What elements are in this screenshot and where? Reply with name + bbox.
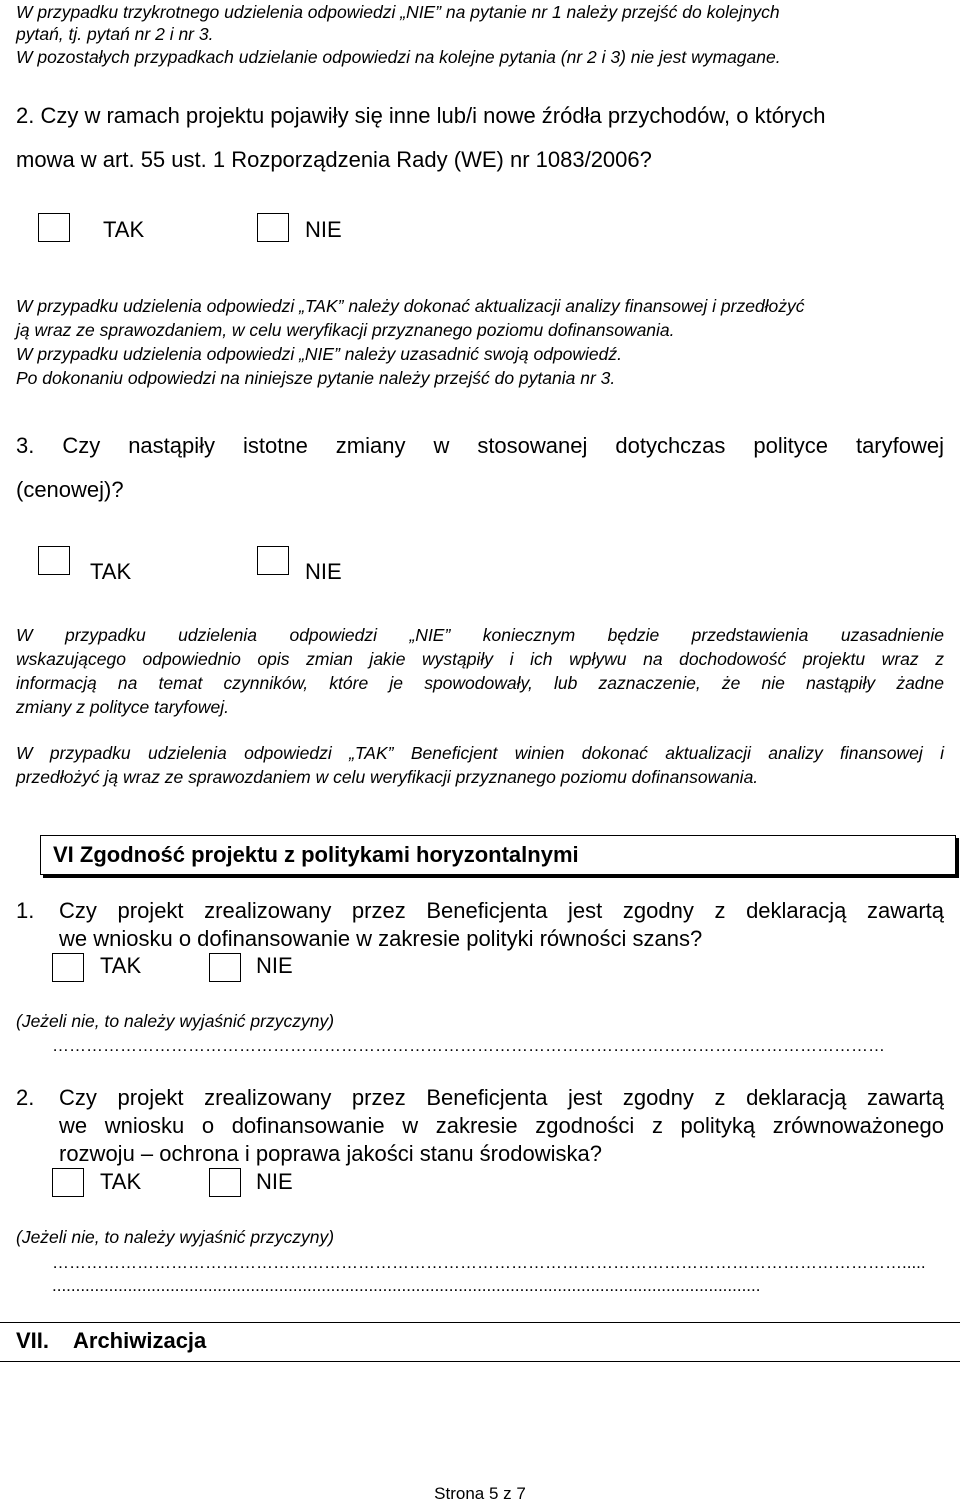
s6-q2-line-1: Czy projekt zrealizowany przez Beneficjenta jest zgodny z deklaracją zawartą	[59, 1085, 944, 1110]
page-number: Strona 5 z 7	[434, 1484, 526, 1503]
s6-q2-number: 2.	[16, 1085, 35, 1110]
q3-note-a-4: zmiany z polityce taryfowej.	[16, 697, 229, 717]
q3-note-b-2: przedłożyć ją wraz ze sprawozdaniem w celu weryfikacji przyznanego poziomu dofinansowania.	[16, 767, 759, 787]
section-7-title: Archiwizacja	[73, 1328, 207, 1353]
s6-q1-line-2: we wniosku o dofinansowanie w zakresie polityki równości szans?	[59, 926, 703, 951]
s6-q2-explain: (Jeżeli nie, to należy wyjaśnić przyczyny)	[16, 1227, 335, 1247]
q2-note-4: Po dokonaniu odpowiedzi na niniejsze pytanie należy przejść do pytania nr 3.	[16, 368, 616, 388]
s6-q2-answer-line-2[interactable]: ......................................................................................................................................................	[52, 1276, 761, 1295]
s6-q1-no-label: NIE	[256, 953, 293, 978]
question-2-line-1: 2. Czy w ramach projektu pojawiły się inne lub/i nowe źródła przychodów, o których	[16, 103, 826, 128]
q3-note-a-1: W przypadku udzielenia odpowiedzi „NIE” koniecznym będzie przedstawienia uzasadnienie	[16, 625, 944, 645]
s6-q2-answer-line-1[interactable]: …………………………………………………………………………………………………………………………………….....	[52, 1253, 926, 1272]
section-6-header	[40, 835, 956, 875]
s6-q1-explain: (Jeżeli nie, to należy wyjaśnić przyczyny)	[16, 1011, 335, 1031]
q3-note-b-1: W przypadku udzielenia odpowiedzi „TAK” Beneficjent winien dokonać aktualizacji analizy finansowej i	[16, 743, 944, 763]
q2-yes-label: TAK	[103, 217, 145, 242]
s6-q2-no-label: NIE	[256, 1169, 293, 1194]
q2-note-3: W przypadku udzielenia odpowiedzi „NIE” należy uzasadnić swoją odpowiedź.	[16, 344, 623, 364]
s6-q1-no-checkbox[interactable]	[209, 953, 241, 982]
intro-line-2: pytań, tj. pytań nr 2 i nr 3.	[16, 24, 214, 44]
s6-q1-answer-line[interactable]: …………………………………………………………………………………………………………………………………	[52, 1036, 885, 1055]
q3-note-a-2: wskazującego odpowiednio opis zmian jakie wystąpiły i ich wpływu na dochodowość projektu wraz z	[16, 649, 944, 669]
question-2-line-2: mowa w art. 55 ust. 1 Rozporządzenia Rady (WE) nr 1083/2006?	[16, 147, 652, 172]
q3-no-checkbox[interactable]	[257, 546, 289, 575]
s6-q1-yes-checkbox[interactable]	[52, 953, 84, 982]
question-3-line-2: (cenowej)?	[16, 477, 124, 502]
s6-q1-line-1: Czy projekt zrealizowany przez Beneficjenta jest zgodny z deklaracją zawartą	[59, 898, 944, 923]
q3-yes-checkbox[interactable]	[38, 546, 70, 575]
q3-yes-label: TAK	[90, 559, 132, 584]
q2-note-2: ją wraz ze sprawozdaniem, w celu weryfikacji przyznanego poziomu dofinansowania.	[16, 320, 675, 340]
section-6-title: VI Zgodność projektu z politykami horyzontalnymi	[53, 842, 579, 867]
s6-q2-yes-checkbox[interactable]	[52, 1168, 84, 1197]
s6-q1-yes-label: TAK	[100, 953, 142, 978]
intro-line-1: W przypadku trzykrotnego udzielenia odpowiedzi „NIE” na pytanie nr 1 należy przejść do kolejnych	[16, 2, 780, 22]
q2-no-label: NIE	[305, 217, 342, 242]
s6-q2-no-checkbox[interactable]	[209, 1168, 241, 1197]
s6-q2-yes-label: TAK	[100, 1169, 142, 1194]
q2-yes-checkbox[interactable]	[38, 213, 70, 242]
q3-no-label: NIE	[305, 559, 342, 584]
q2-no-checkbox[interactable]	[257, 213, 289, 242]
section-7-number: VII.	[16, 1328, 50, 1353]
question-3-line-1: 3. Czy nastąpiły istotne zmiany w stosowanej dotychczas polityce taryfowej	[16, 433, 944, 458]
intro-line-3: W pozostałych przypadkach udzielanie odpowiedzi na kolejne pytania (nr 2 i 3) nie jest wymagane.	[16, 47, 781, 67]
s6-q1-number: 1.	[16, 898, 35, 923]
q2-note-1: W przypadku udzielenia odpowiedzi „TAK” należy dokonać aktualizacji analizy finansowej i przedłożyć	[16, 296, 805, 316]
section-7-header	[0, 1322, 960, 1362]
s6-q2-line-3: rozwoju – ochrona i poprawa jakości stanu środowiska?	[59, 1141, 602, 1166]
q3-note-a-3: informacją na temat czynników, które je spowodowały, lub zaznaczenie, że nie nastąpiły żadne	[16, 673, 944, 693]
s6-q2-line-2: we wniosku o dofinansowanie w zakresie zgodności z polityką zrównoważonego	[59, 1113, 944, 1138]
